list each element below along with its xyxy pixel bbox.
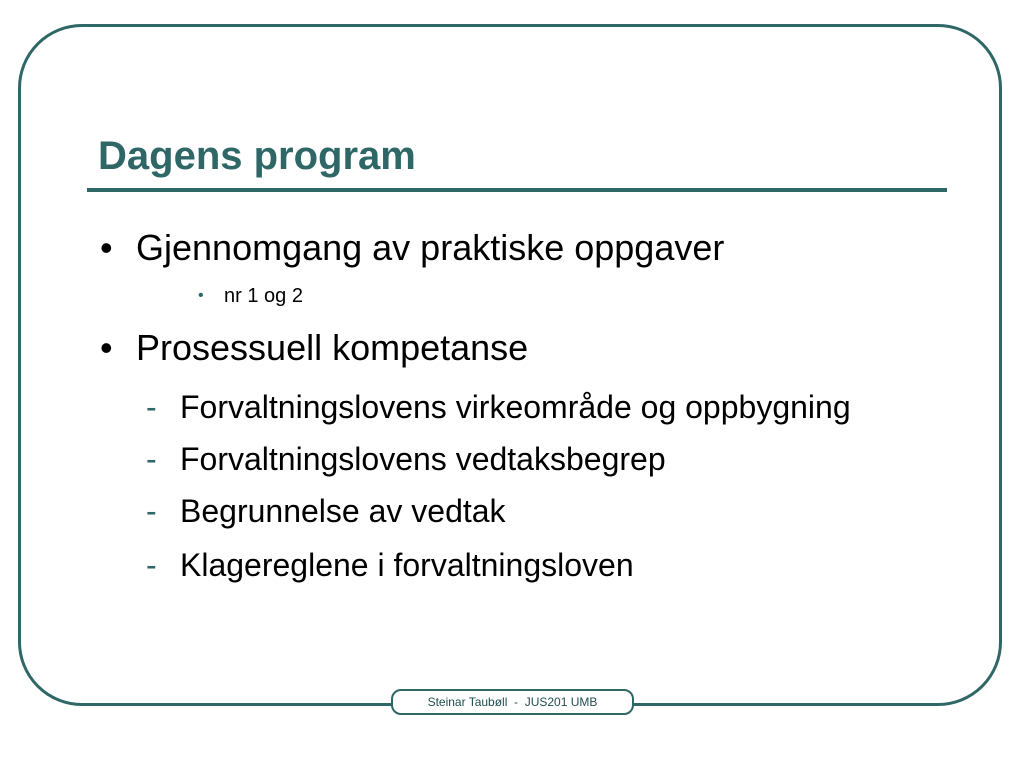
dash-item-text: Klagereglene i forvaltningsloven (180, 547, 634, 583)
dash-item-text: Forvaltningslovens virkeområde og oppbygning (180, 389, 851, 425)
dash-marker: - (146, 441, 157, 477)
dash-marker: - (146, 493, 157, 529)
dash-item (146, 387, 851, 427)
sub-bullet-text: nr 1 og 2 (224, 285, 303, 307)
dash-marker: - (146, 547, 157, 583)
footer-label: Steinar Taubøll - JUS201 UMB (391, 689, 634, 715)
dash-marker: - (146, 389, 157, 425)
bullet-item (100, 226, 724, 270)
bullet-marker: • (100, 227, 113, 268)
bullet-text: Gjennomgang av praktiske oppgaver (136, 227, 725, 268)
bullet-marker: • (100, 327, 113, 368)
bullet-item (100, 326, 528, 370)
dash-item-text: Begrunnelse av vedtak (180, 493, 506, 529)
sub-bullet-item (198, 284, 303, 308)
dash-item (146, 545, 634, 585)
dash-item (146, 439, 666, 479)
dash-item (146, 491, 506, 531)
title-underline (87, 188, 947, 192)
bullet-text: Prosessuell kompetanse (136, 327, 529, 368)
sub-bullet-marker: • (198, 287, 204, 304)
dash-item-text: Forvaltningslovens vedtaksbegrep (180, 441, 666, 477)
slide-title: Dagens program (98, 134, 416, 178)
